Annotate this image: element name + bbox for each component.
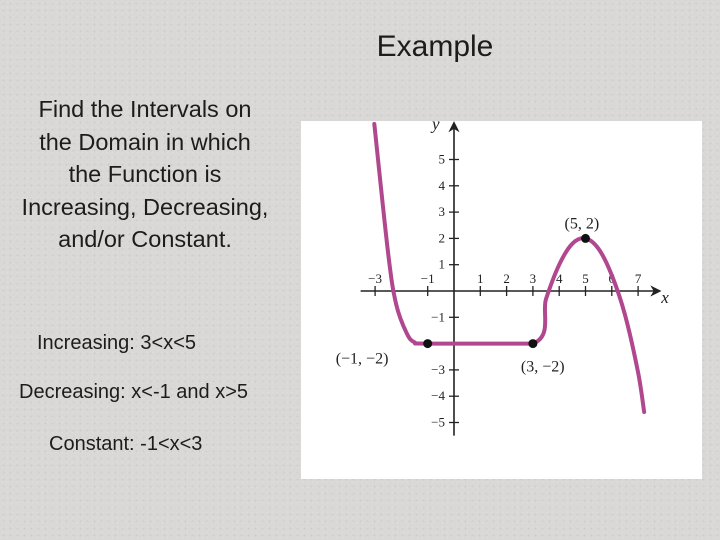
y-tick-label: −5 <box>431 414 445 430</box>
point-label: (5, 2) <box>564 215 600 233</box>
x-axis-label: x <box>661 288 669 307</box>
decreasing-answer: Decreasing: x<-1 and x>5 <box>19 381 249 403</box>
y-tick-label: 3 <box>438 204 445 220</box>
x-tick-label: −3 <box>368 271 383 286</box>
x-tick-label: 6 <box>608 271 616 286</box>
x-tick-label: 4 <box>555 271 563 286</box>
function-curve <box>374 124 644 412</box>
y-tick-label: 5 <box>438 151 445 167</box>
point-marker <box>581 234 590 243</box>
x-tick-label: 5 <box>582 271 589 286</box>
x-tick-label: 1 <box>477 271 484 286</box>
x-tick-label: 3 <box>529 271 537 286</box>
y-tick-label: 4 <box>438 177 445 193</box>
question-text: Find the Intervals on the Domain in which the Function is Increasing, Decreasing, and/or Constant. <box>21 96 269 252</box>
y-tick-label: −1 <box>431 309 445 325</box>
point-marker <box>528 339 537 348</box>
y-tick-label: 1 <box>438 256 445 272</box>
function-graph <box>301 121 702 479</box>
y-axis-label: y <box>432 121 440 134</box>
slide-title: Example <box>376 30 494 63</box>
graph-panel <box>301 121 702 479</box>
x-tick-label: 2 <box>503 271 510 286</box>
increasing-answer: Increasing: 3<x<5 <box>37 332 196 354</box>
y-tick-label: 2 <box>438 230 445 246</box>
point-label: (−1, −2) <box>335 350 389 368</box>
y-tick-label: −4 <box>431 388 445 404</box>
y-tick-label: −3 <box>431 361 445 377</box>
point-marker <box>423 339 432 348</box>
constant-answer: Constant: -1<x<3 <box>49 433 203 455</box>
x-tick-label: 7 <box>634 271 642 286</box>
x-tick-label: −1 <box>420 271 435 286</box>
point-label: (3, −2) <box>520 358 565 376</box>
